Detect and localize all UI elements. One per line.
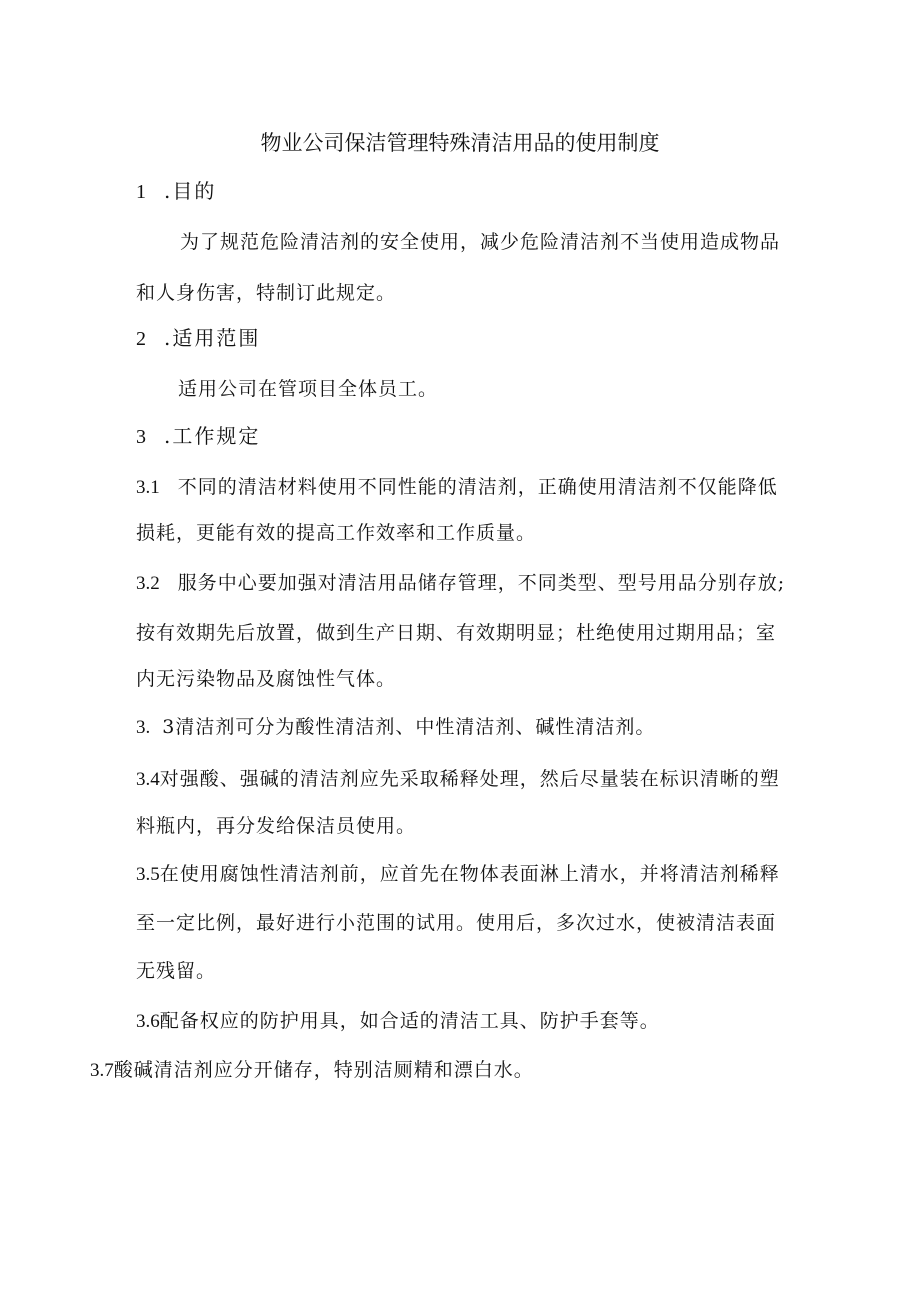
rule-3-5-text-1: 在使用腐蚀性清洁剂前，应首先在物体表面淋上清水，并将清洁剂稀释 (159, 863, 780, 885)
rule-3-7-number: 3.7 (90, 1060, 114, 1081)
section-1-heading (136, 178, 216, 205)
rule-3-3-text-1: 3清洁剂可分为酸性清洁剂、中性清洁剂、碱性清洁剂。 (162, 716, 656, 738)
rule-3-4-number: 3.4 (136, 769, 160, 790)
section-3-heading (136, 423, 260, 450)
rule-3-1-line-2: 损耗，更能有效的提高工作效率和工作质量。 (136, 522, 537, 544)
rule-3-5-line-1 (136, 861, 780, 888)
section-2-title: .适用范围 (164, 326, 261, 350)
rule-3-4-line-2: 料瓶内，再分发给保洁员使用。 (136, 815, 417, 837)
rule-3-3-line-1 (136, 714, 655, 741)
section-1-line-1: 为了规范危险清洁剂的安全使用，减少危险清洁剂不当使用造成物品 (180, 231, 781, 253)
rule-3-7-text-1: 酸碱清洁剂应分开储存，特别洁厕精和漂白水。 (113, 1059, 534, 1081)
rule-3-1-text-1: 不同的清洁材料使用不同性能的清洁剂，正确使用清洁剂不仅能降低 (177, 476, 778, 498)
rule-3-4-text-1: 对强酸、强碱的清洁剂应先采取稀释处理，然后尽量装在标识清晰的塑 (159, 768, 780, 790)
rule-3-4-line-1 (136, 766, 780, 793)
rule-3-3-number: 3. (136, 717, 151, 738)
rule-3-2-number: 3.2 (136, 573, 160, 594)
rule-3-6-line-1 (136, 1008, 660, 1035)
rule-3-5-line-3: 无残留。 (136, 960, 217, 982)
rule-3-5-number: 3.5 (136, 864, 160, 885)
rule-3-5-line-2: 至一定比例，最好进行小范围的试用。使用后，多次过水，使被清洁表面 (136, 912, 777, 934)
section-3-title: .工作规定 (164, 424, 261, 448)
section-2-number: 2 (136, 328, 146, 350)
rule-3-2-text-1: 服务中心要加强对清洁用品储存管理，不同类型、型号用品分别存放; (177, 572, 786, 594)
section-2-heading (136, 325, 260, 352)
document-title: 物业公司保洁管理特殊清洁用品的使用制度 (260, 131, 660, 155)
section-2-line-1: 适用公司在管项目全体员工。 (178, 378, 439, 400)
section-3-number: 3 (136, 426, 146, 448)
section-1-number: 1 (136, 181, 146, 203)
rule-3-1-line-1 (136, 474, 778, 501)
section-1-title: .目的 (164, 179, 217, 203)
rule-3-2-line-3: 内无污染物品及腐蚀性气体。 (136, 668, 397, 690)
rule-3-1-number: 3.1 (136, 477, 160, 498)
section-1-line-2: 和人身伤害，特制订此规定。 (136, 282, 397, 304)
rule-3-6-number: 3.6 (136, 1011, 160, 1032)
rule-3-6-text-1: 配备权应的防护用具，如合适的清洁工具、防护手套等。 (159, 1010, 660, 1032)
rule-3-7-line-1 (90, 1057, 534, 1084)
rule-3-2-line-1 (136, 570, 785, 597)
rule-3-2-line-2: 按有效期先后放置，做到生产日期、有效期明显；杜绝使用过期用品；室 (136, 622, 777, 644)
